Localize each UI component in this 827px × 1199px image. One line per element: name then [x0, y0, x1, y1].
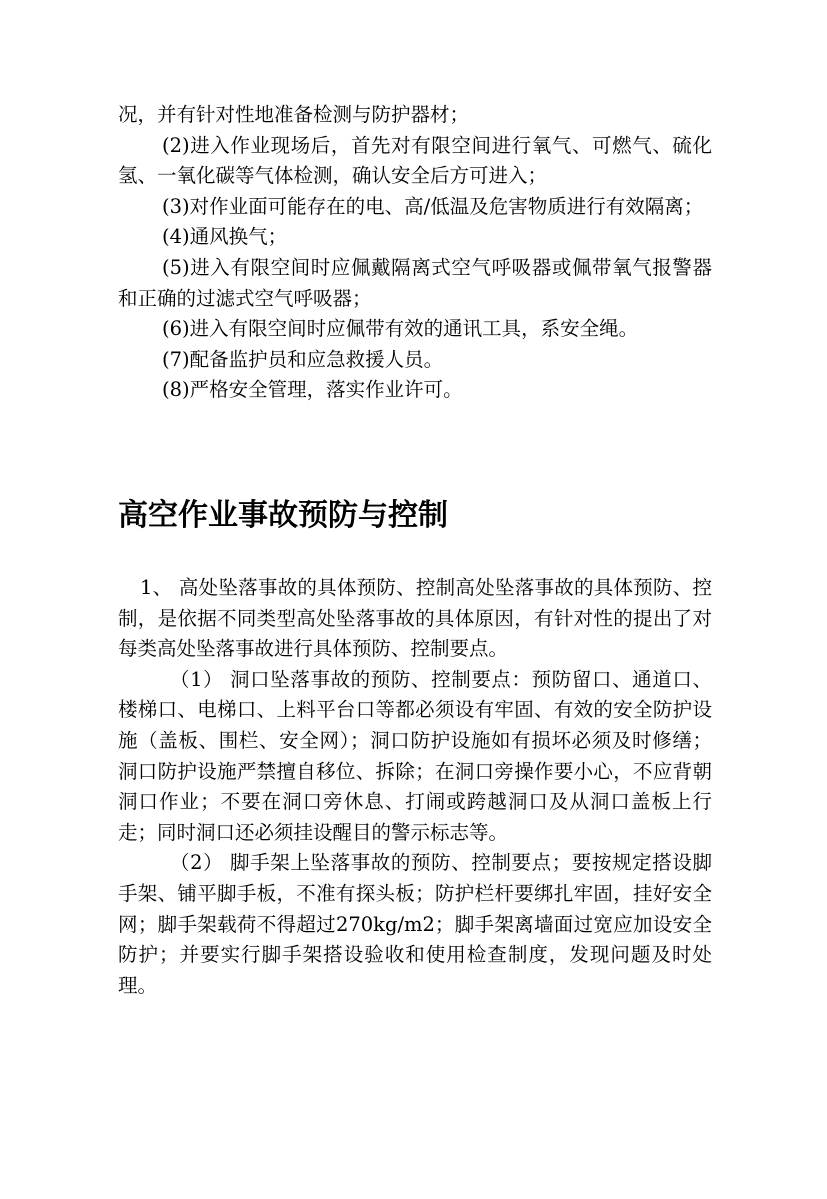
fall-prevention-section — [118, 573, 712, 1001]
scaffold-fall-paragraph: （2） 脚手架上坠落事故的预防、控制要点；要按规定搭设脚手架、铺平脚手板，不准有探头板；防护栏杆要绑扎牢固，挂好安全网；脚手架载荷不得超过270kg/m2；脚手架离墙面过宽应加设安全防护；并要实行脚手架搭设验收和使用检查制度，发现问题及时处理。 — [118, 851, 712, 997]
confined-space-measures — [118, 100, 712, 406]
measure-item-2: (2)进入作业现场后，首先对有限空间进行氧气、可燃气、硫化氢、一氧化碳等气体检测，确认安全后方可进入； — [118, 133, 712, 188]
measure-item-5: (5)进入有限空间时应佩戴隔离式空气呼吸器或佩带氧气报警器和正确的过滤式空气呼吸器； — [118, 255, 712, 310]
measure-item-8: (8)严格安全管理，落实作业许可。 — [162, 378, 463, 402]
paragraph-continuation: 况，并有针对性地准备检测与防护器材； — [118, 103, 470, 126]
opening-fall-paragraph: （1） 洞口坠落事故的预防、控制要点：预防留口、通道口、楼梯口、电梯口、上料平台口等都必须设有牢固、有效的安全防护设施（盖板、围栏、安全网）；洞口防护设施如有损坏必须及时修缮；洞口防护设施严禁擅自移位、拆除；在洞口旁操作要小心，不应背朝洞口作业；不要在洞口旁休息、打闹或跨越洞口及从洞口盖板上行走；同时洞口还必须挂设醒目的警示标志等。 — [118, 667, 712, 844]
intro-paragraph: 1、 高处坠落事故的具体预防、控制高处坠落事故的具体预防、控制，是依据不同类型高处坠落事故的具体原因，有针对性的提出了对每类高处坠落事故进行具体预防、控制要点。 — [118, 576, 712, 661]
measure-item-6: (6)进入有限空间时应佩带有效的通讯工具，系安全绳。 — [162, 317, 639, 341]
measure-item-3: (3)对作业面可能存在的电、高/低温及危害物质进行有效隔离； — [162, 194, 704, 218]
measure-item-4: (4)通风换气； — [162, 225, 288, 249]
measure-item-7: (7)配备监护员和应急救援人员。 — [162, 347, 444, 371]
section-heading: 高空作业事故预防与控制 — [118, 498, 448, 533]
